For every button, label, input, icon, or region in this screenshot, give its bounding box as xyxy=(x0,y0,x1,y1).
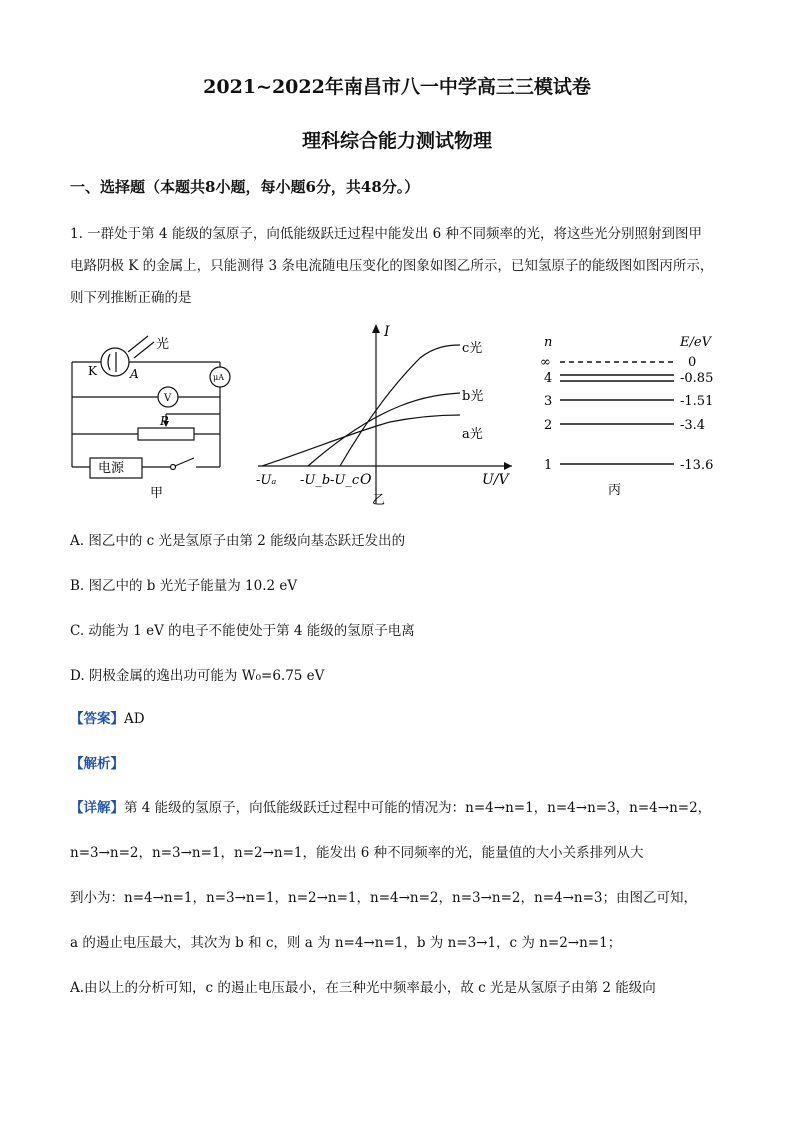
x-axis-label: U/V xyxy=(482,472,509,488)
detail-line-1 xyxy=(70,796,750,816)
level-4-n: 4 xyxy=(544,371,553,386)
rheostat xyxy=(138,428,194,440)
light-label: 光 xyxy=(156,337,170,352)
level-3-n: 3 xyxy=(544,394,553,409)
detail-tag: 【详解】 xyxy=(70,800,124,816)
detail-line-5: A.由以上的分析可知，c 的遏止电压最小，在三种光中频率最小，故 c 光是从氢原子由第 2 能级向 xyxy=(70,980,656,996)
answer-line xyxy=(70,707,750,727)
origin-label: O xyxy=(360,472,372,488)
section-heading: 一、选择题（本题共8小题，每小题6分，共48分。） xyxy=(70,178,420,196)
figure-bing-caption: 丙 xyxy=(608,483,622,498)
level-3-e: -1.51 xyxy=(680,394,714,409)
curve-a-label: a光 xyxy=(462,427,483,442)
level-2-e: -3.4 xyxy=(680,418,706,433)
switch xyxy=(171,465,176,470)
answer-value: AD xyxy=(124,711,145,727)
level-inf-e: 0 xyxy=(688,355,697,370)
voltmeter-label: V xyxy=(164,393,172,404)
figure-yi-graph xyxy=(250,318,530,513)
detail-text-1: 第 4 能级的氢原子，向低能级跃迁过程中可能的情况为：n=4→n=1，n=4→n=3，n=4→n=2， xyxy=(124,800,712,816)
detail-line-3: 到小为：n=4→n=1，n=3→n=1，n=2→n=1，n=4→n=2，n=3→n=2，n=4→n=3；由图乙可知， xyxy=(70,890,698,906)
question-line-1: 1. 一群处于第 4 能级的氢原子，向低能级跃迁过程中能发出 6 种不同频率的光，将这些光分别照射到图甲 xyxy=(70,226,703,242)
curve-c-label: c光 xyxy=(462,341,483,356)
figure-yi-caption: 乙 xyxy=(372,493,386,508)
e-label: E/eV xyxy=(680,335,711,350)
answer-tag: 【答案】 xyxy=(70,711,124,727)
analysis-tag: 【解析】 xyxy=(70,756,124,772)
option-b: B. 图乙中的 b 光光子能量为 10.2 eV xyxy=(70,578,298,594)
cathode-label: K xyxy=(88,364,97,378)
curve-a xyxy=(262,415,460,466)
anode-label: A xyxy=(130,367,139,381)
phototube xyxy=(101,348,129,376)
detail-line-4: a 的遏止电压最大，其次为 b 和 c，则 a 为 n=4→n=1，b 为 n=3→1，c 为 n=2→n=1； xyxy=(70,935,622,951)
tick-uc: -U_c xyxy=(330,473,360,488)
option-c: C. 动能为 1 eV 的电子不能使处于第 4 能级的氢原子电离 xyxy=(70,623,415,639)
ammeter-label: μA xyxy=(213,373,224,382)
y-axis-label: I xyxy=(384,324,390,340)
figure-bing-levels xyxy=(530,328,740,503)
curve-b xyxy=(308,393,460,466)
level-inf-n: ∞ xyxy=(540,355,551,370)
power-label: 电源 xyxy=(98,461,125,476)
n-label: n xyxy=(544,335,553,350)
figure-jia-caption: 甲 xyxy=(150,486,164,501)
curve-b-label: b光 xyxy=(462,389,484,404)
level-2-n: 2 xyxy=(544,418,553,433)
paper-subtitle: 理科综合能力测试物理 xyxy=(301,130,492,152)
option-a: A. 图乙中的 c 光是氢原子由第 2 能级向基态跃迁发出的 xyxy=(70,533,406,549)
paper-title: 2021~2022年南昌市八一中学高三三模试卷 xyxy=(203,76,591,98)
detail-line-2: n=3→n=2，n=3→n=1，n=2→n=1，能发出 6 种不同频率的光，能量值的大小关系排列从大 xyxy=(70,845,644,861)
tick-ub: -U_b xyxy=(300,473,331,488)
rheostat-label: P xyxy=(160,414,169,428)
analysis-line xyxy=(70,752,750,772)
question-line-3: 则下列推断正确的是 xyxy=(70,290,192,306)
tick-ua: -Uₐ xyxy=(256,473,277,488)
question-line-2: 电路阴极 K 的金属上，只能测得 3 条电流随电压变化的图象如图乙所示，已知氢原子的能级图如图丙所示， xyxy=(70,258,714,274)
level-1-n: 1 xyxy=(544,458,553,473)
level-4-e: -0.85 xyxy=(680,371,714,386)
level-1-e: -13.6 xyxy=(680,458,714,473)
figure-jia-circuit xyxy=(60,322,240,507)
option-d: D. 阴极金属的逸出功可能为 W₀=6.75 eV xyxy=(70,668,325,684)
